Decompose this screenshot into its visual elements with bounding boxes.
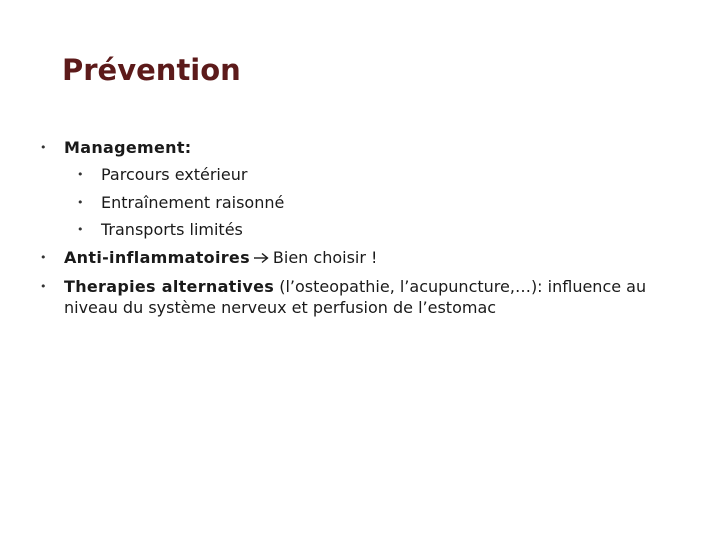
bullet-content (64, 276, 694, 318)
sub-bullet-label: Entraînement raisonné (101, 193, 285, 212)
bullet-label: Therapies alternatives (64, 277, 275, 296)
slide-title: Prévention (62, 53, 241, 87)
bullet-dot: • (40, 141, 47, 154)
bullet-dot: • (77, 196, 84, 209)
right-arrow-icon (253, 252, 269, 264)
bullet-rest-text: Bien choisir ! (272, 248, 378, 267)
sub-bullet-label: Transports limités (101, 220, 243, 239)
bullet-dot: • (77, 168, 84, 181)
sub-bullet-label: Parcours extérieur (101, 165, 248, 184)
bullet-dot: • (40, 280, 47, 293)
bullet-label: Management: (64, 138, 192, 157)
bullet-dot: • (77, 223, 84, 236)
bullet-rest-text: (l’osteopathie, l’acupuncture,…): influence au niveau du système nerveux et perfusion de l’estomac (64, 277, 647, 317)
bullet-dot: • (40, 251, 47, 264)
bullet-label: Anti-inflammatoires (64, 248, 250, 267)
bullet-content (64, 247, 377, 269)
